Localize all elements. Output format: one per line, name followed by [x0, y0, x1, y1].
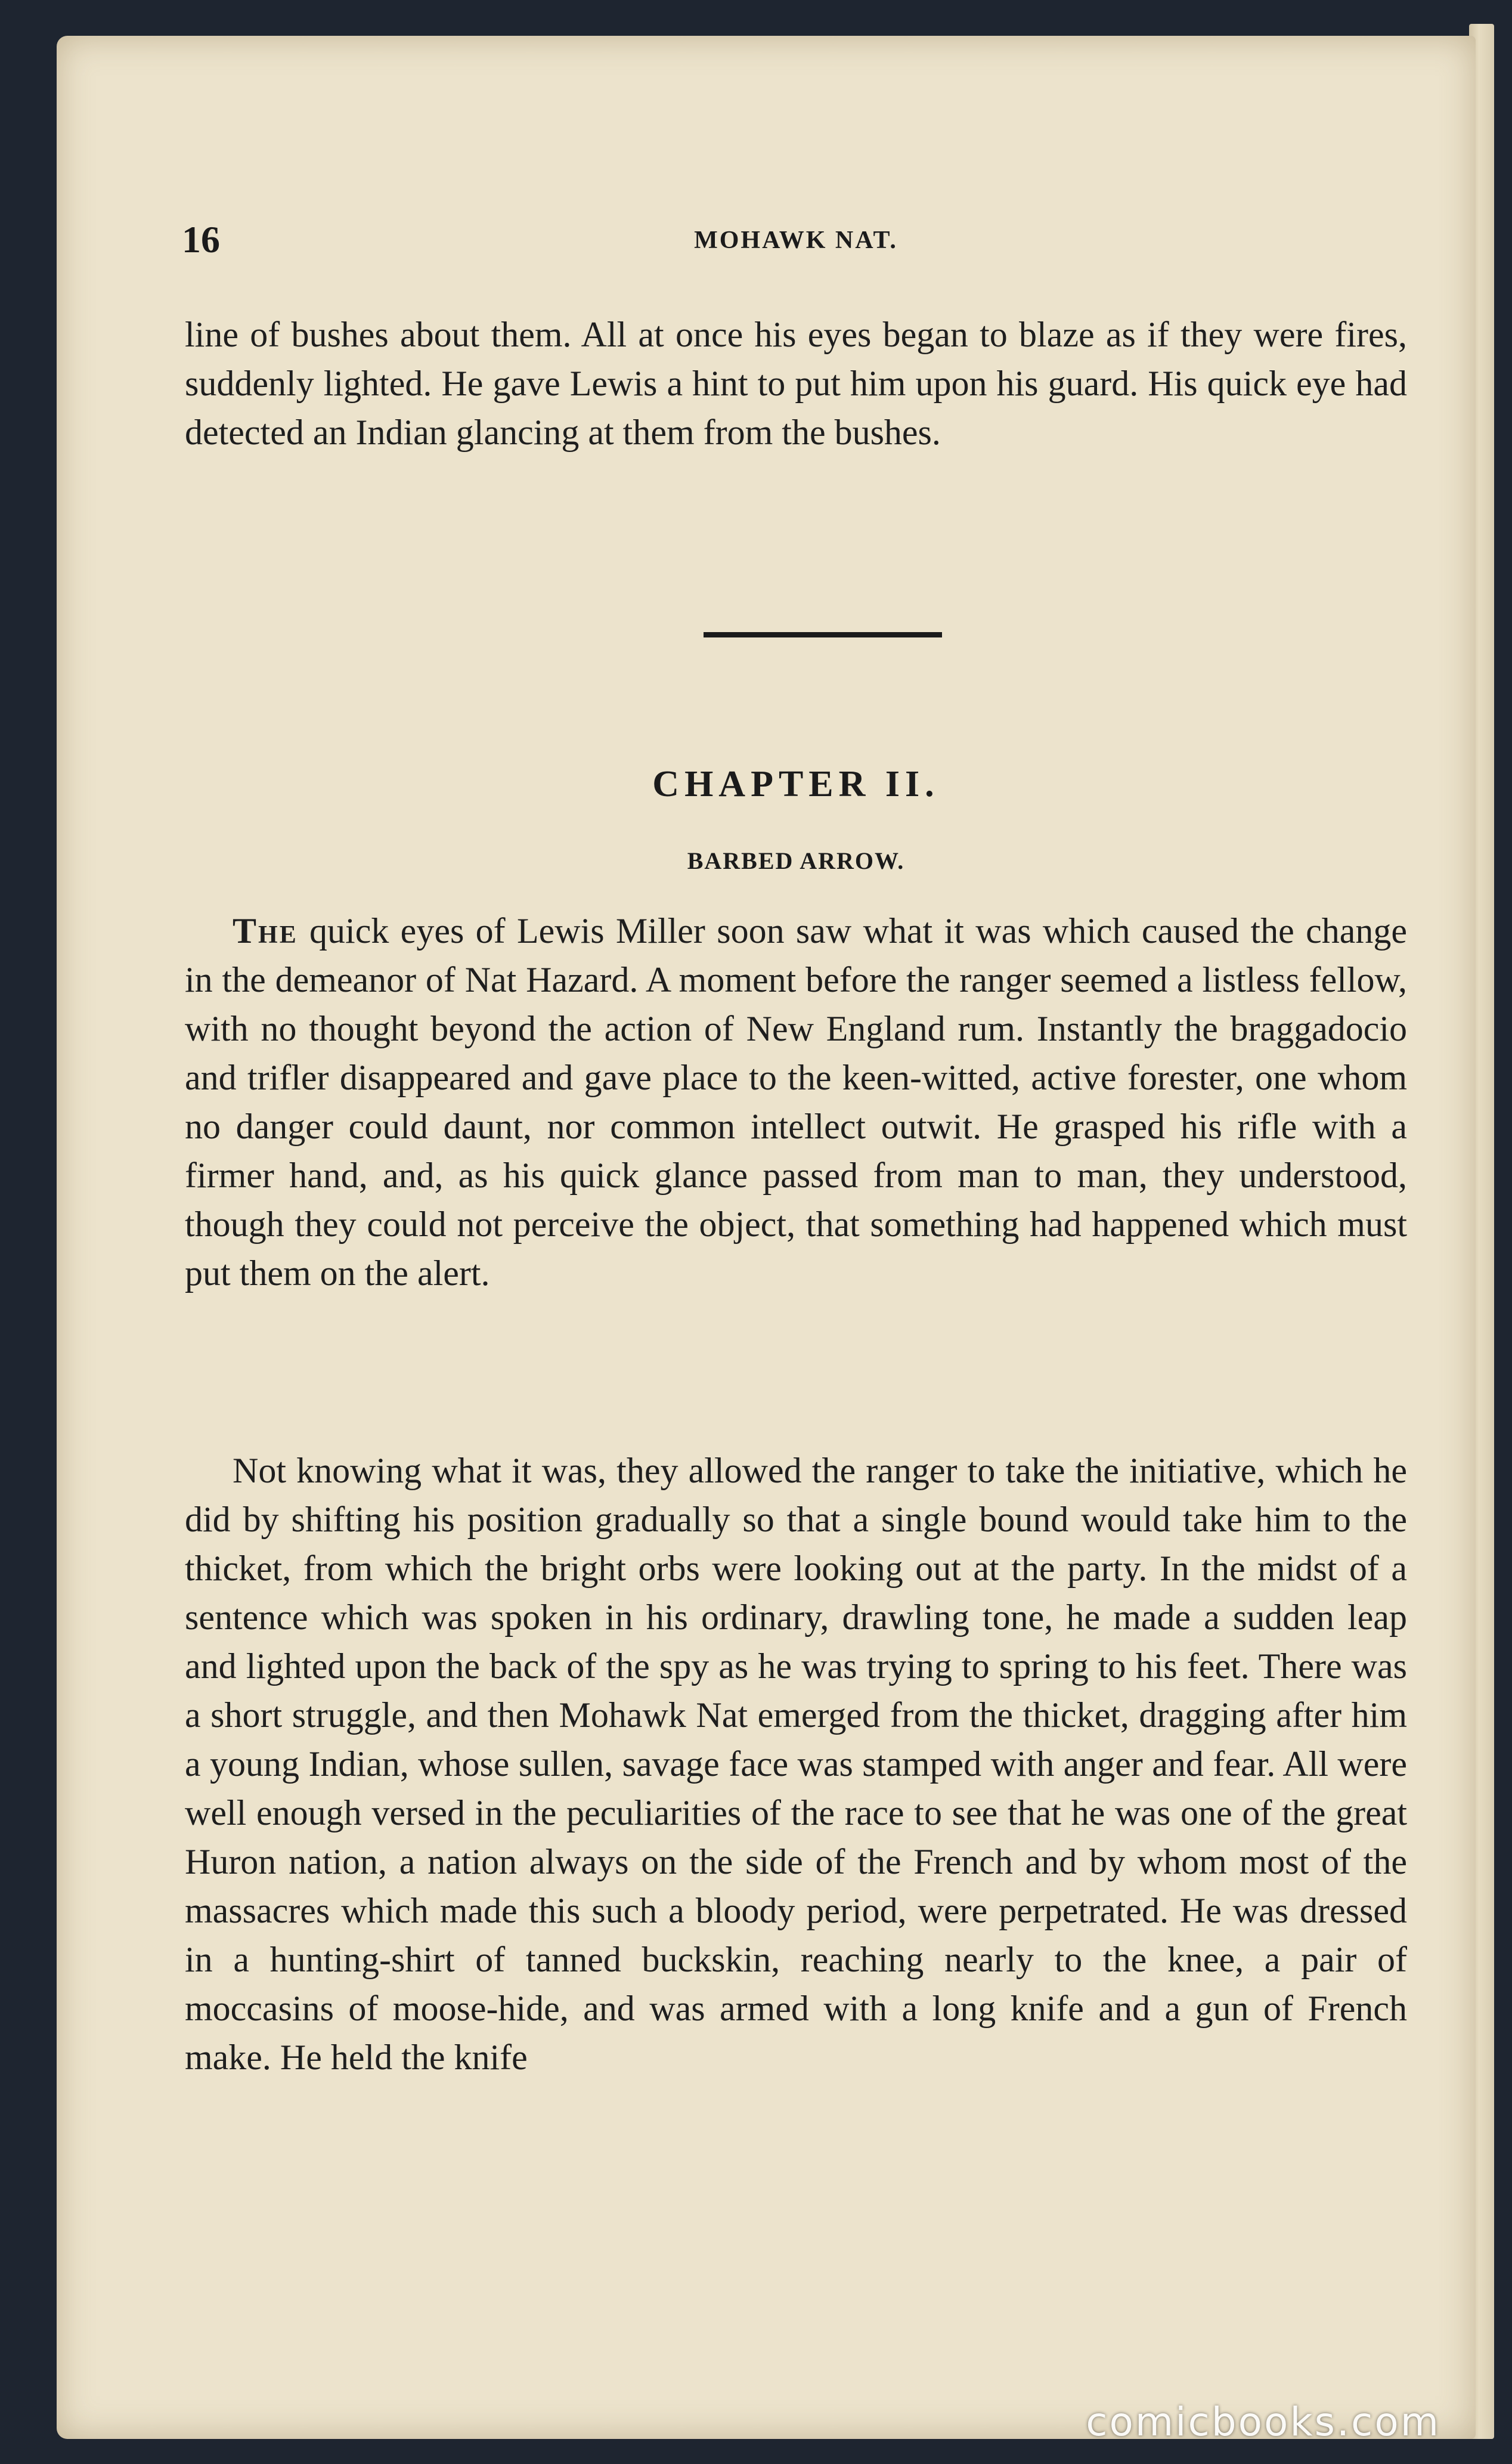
paragraph-first — [185, 906, 1407, 1298]
paragraph-continued: line of bushes about them. All at once his eyes began to blaze as if they were fires, suddenly lighted. He gave Lewis a hint to put him upon his guard. His quick eye had detected an Indian glancing at them from the bushes. — [185, 315, 1407, 452]
watermark: comicbooks.com — [1086, 2399, 1440, 2445]
book-page — [57, 36, 1476, 2439]
page-header — [182, 218, 1410, 265]
section-divider — [704, 632, 942, 637]
running-head: MOHAWK NAT. — [694, 227, 898, 254]
paragraph-second: Not knowing what it was, they allowed the ranger to take the initiative, which he did by shifting his position gradually so that a single bound would take him to the thicket, from which the bright orbs were looking out at the party. In the midst of a sentence which was spoken in his ordinary, drawling tone, he made a sudden leap and lighted upon the back of the spy as he was trying to spring to his feet. There was a short struggle, and then Mohawk Nat emerged from the thicket, dragging after him a young Indian, whose sullen, savage face was stamped with anger and fear. All were well enough versed in the peculiarities of the race to see that he was one of the great Huron nation, a nation always on the side of the French and by whom most of the massacres which made this such a bloody period, were perpetrated. He was dressed in a hunting-shirt of tanned buckskin, reaching nearly to the knee, a pair of moccasins of moose-hide, and was armed with a long knife and a gun of French make. He held the knife — [185, 1451, 1407, 2077]
chapter-subtitle: BARBED ARROW. — [687, 847, 905, 874]
paragraph-lead-word: The — [233, 911, 298, 951]
page-number: 16 — [182, 218, 220, 261]
paragraph-first-text: quick eyes of Lewis Miller soon saw what it was which caused the change in the demeanor of Nat Hazard. A moment before the ranger seemed a listless fellow, with no thought beyond the action of New England rum. Instantly the braggadocio and trifler disappeared and gave place to the keen-witted, active forester, one whom no danger could daunt, nor common intellect outwit. He grasped his rifle with a firmer hand, and, as his quick glance passed from man to man, they understood, though they could not perceive the object, that something had happened which must put them on the alert. — [185, 911, 1407, 1293]
chapter-title: CHAPTER II. — [652, 764, 940, 804]
